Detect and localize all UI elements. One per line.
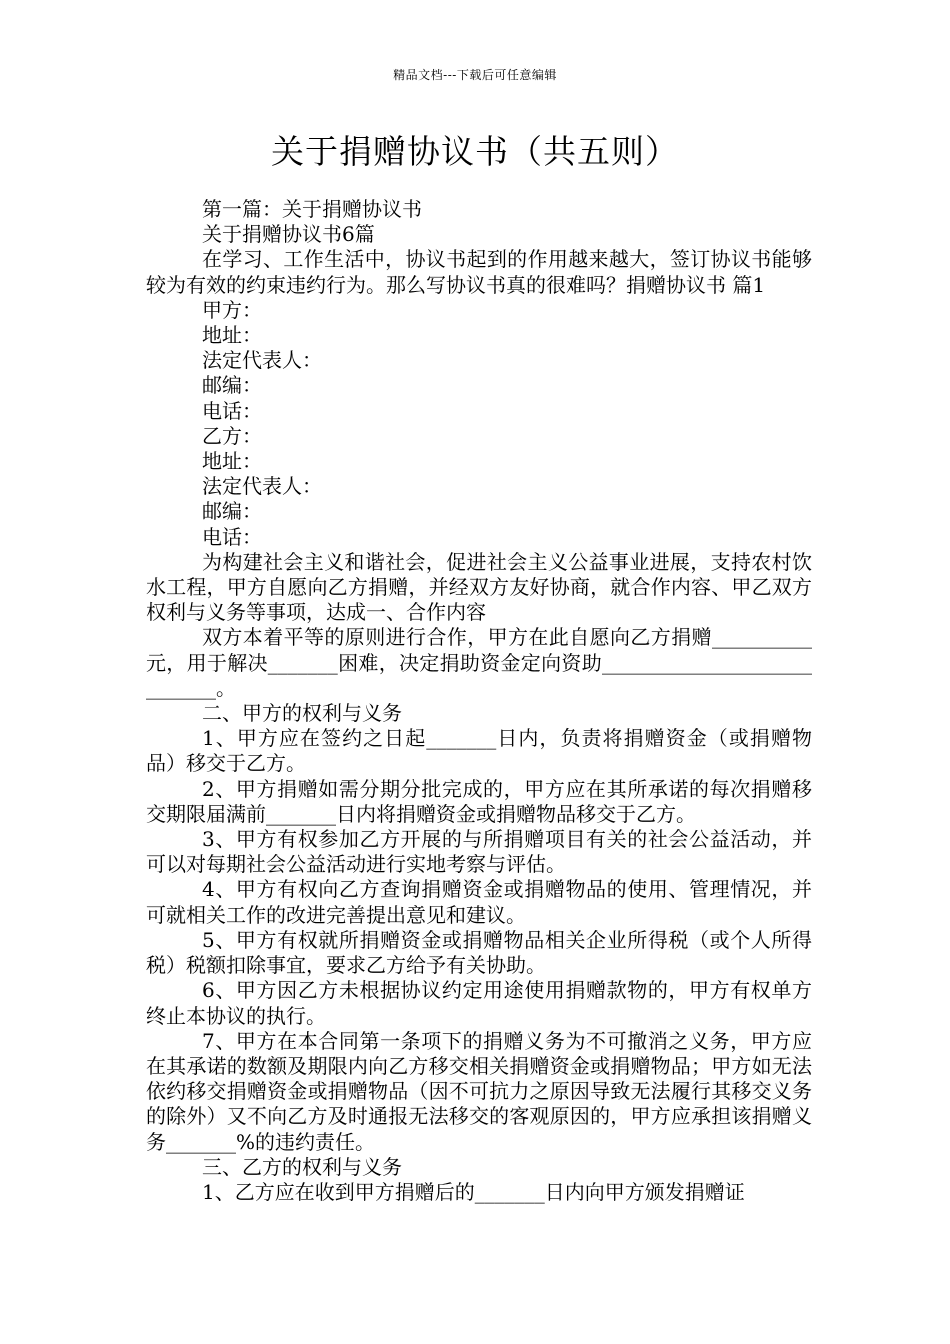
- paragraph: 地址：: [202, 449, 262, 474]
- paragraph: 4、甲方有权向乙方查询捐赠资金或捐赠物品的使用、管理情况，并可就相关工作的改进完善提出意见和建议。: [146, 877, 812, 927]
- paragraph: 7、甲方在本合同第一条项下的捐赠义务为不可撤消之义务，甲方应在其承诺的数额及期限内向乙方移交相关捐赠资金或捐赠物品；甲方如无法依约移交捐赠资金或捐赠物品（因不可抗力之原因导致无法履行其移交义务的除外）又不向乙方及时通报无法移交的客观原因的，甲方应承担该捐赠义务_______%的违约责任。: [146, 1028, 812, 1154]
- document-body: [146, 197, 812, 1205]
- section-heading: 三、乙方的权利与义务: [202, 1154, 402, 1179]
- paragraph: 为构建社会主义和谐社会，促进社会主义公益事业进展，支持农村饮水工程，甲方自愿向乙方捐赠，并经双方友好协商，就合作内容、甲乙双方权利与义务等事项，达成一、合作内容: [146, 549, 812, 625]
- paragraph: 双方本着平等的原则进行合作，甲方在此自愿向乙方捐赠__________元，用于解决_______困难，决定捐助资金定向资助____________________________。: [146, 625, 812, 700]
- paragraph: 乙方：: [202, 423, 262, 448]
- section-heading: 二、甲方的权利与义务: [202, 701, 402, 726]
- document-title: 关于捐赠协议书（共五则）: [271, 132, 679, 171]
- paragraph: 法定代表人：: [202, 474, 322, 499]
- paragraph: 6、甲方因乙方未根据协议约定用途使用捐赠款物的，甲方有权单方终止本协议的执行。: [146, 978, 812, 1028]
- paragraph: 电话：: [202, 398, 262, 423]
- header-note: 精品文档---下载后可任意编辑: [393, 68, 557, 82]
- paragraph: 地址：: [202, 323, 262, 348]
- paragraph: 3、甲方有权参加乙方开展的与所捐赠项目有关的社会公益活动，并可以对每期社会公益活动进行实地考察与评估。: [146, 827, 812, 877]
- paragraph: 邮编：: [202, 373, 262, 398]
- paragraph: 2、甲方捐赠如需分期分批完成的，甲方应在其所承诺的每次捐赠移交期限届满前_______日内将捐赠资金或捐赠物品移交于乙方。: [146, 776, 812, 826]
- paragraph: 5、甲方有权就所捐赠资金或捐赠物品相关企业所得税（或个人所得税）税额扣除事宜，要求乙方给予有关协助。: [146, 927, 812, 978]
- paragraph: 邮编：: [202, 499, 262, 524]
- paragraph: 甲方：: [202, 297, 262, 322]
- paragraph: 法定代表人：: [202, 348, 322, 373]
- paragraph: 在学习、工作生活中，协议书起到的作用越来越大，签订协议书能够较为有效的约束违约行为。那么写协议书真的很难吗？捐赠协议书 篇1: [146, 247, 812, 297]
- paragraph: 关于捐赠协议书6篇: [202, 222, 375, 247]
- paragraph: 电话：: [202, 524, 262, 549]
- paragraph: 1、甲方应在签约之日起_______日内，负责将捐赠资金（或捐赠物品）移交于乙方。: [146, 726, 812, 776]
- paragraph: 1、乙方应在收到甲方捐赠后的_______日内向甲方颁发捐赠证: [202, 1179, 745, 1204]
- paragraph: 第一篇：关于捐赠协议书: [202, 197, 422, 221]
